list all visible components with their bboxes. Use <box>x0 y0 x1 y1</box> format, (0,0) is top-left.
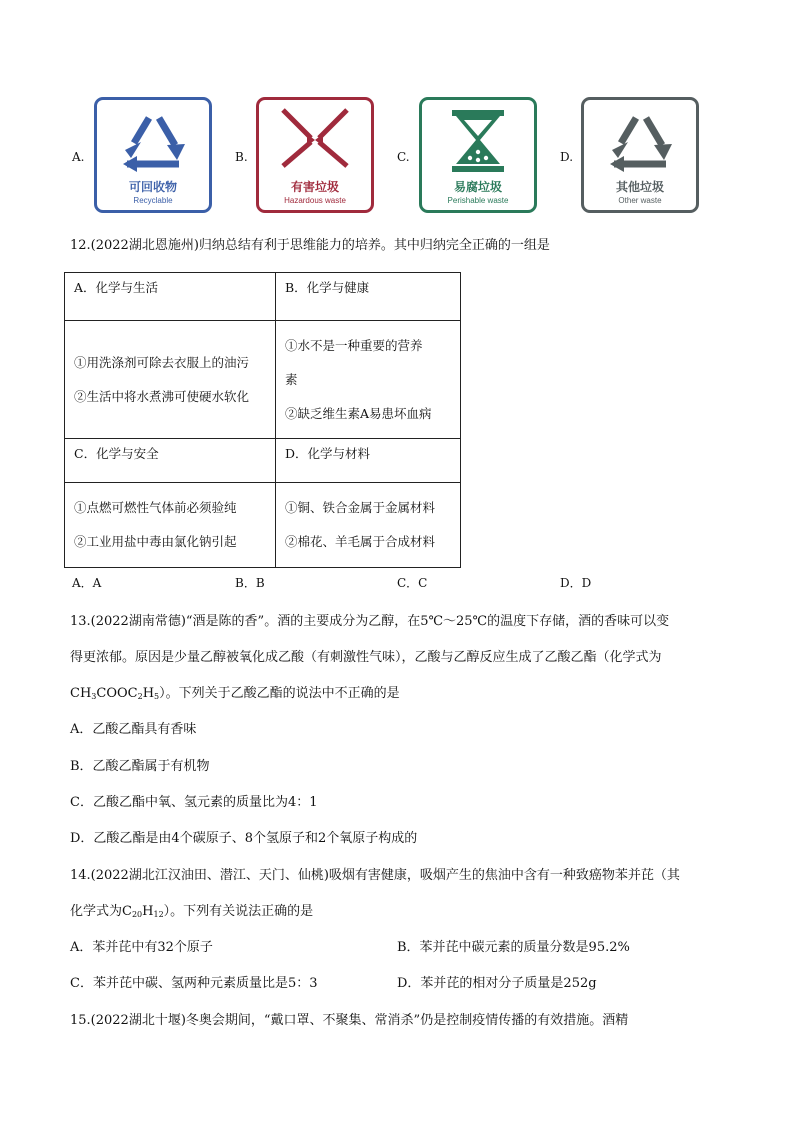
q14-line-1: 14.(2022湖北江汉油田、潜江、天门、仙桃)吸烟有害健康，吸烟产生的焦油中含有一种致癌物苯并芘（其 <box>70 868 680 883</box>
table-line: ②工业用盐中毒由氯化钠引起 <box>74 534 237 549</box>
table-cell-a-body <box>65 321 276 439</box>
q14-line-2 <box>70 900 313 919</box>
perishable-sign <box>419 97 537 213</box>
formula-part: H <box>142 904 154 919</box>
option-c-letter: C. <box>397 150 410 164</box>
formula-subscript: 12 <box>153 910 164 919</box>
table-cell-b-head: B．化学与健康 <box>276 273 461 321</box>
formula-subscript: 20 <box>131 910 143 919</box>
formula-part: CH <box>70 686 92 701</box>
sign-label-cn: 有害垃圾 <box>290 180 339 194</box>
q12-option-a: A．A <box>72 576 102 590</box>
other-waste-sign <box>581 97 699 213</box>
table-line: ①水不是一种重要的营养 <box>285 337 423 353</box>
q12-table <box>64 272 461 568</box>
sign-label-en: Other waste <box>618 196 662 205</box>
q12-option-d: D．D <box>560 576 592 590</box>
q13-option-a: A．乙酸乙酯具有香味 <box>70 722 197 737</box>
sign-label-cn: 可回收物 <box>128 180 177 194</box>
option-a-letter: A. <box>72 150 85 164</box>
sign-label-en: Recyclable <box>133 196 173 205</box>
option-d-letter: D. <box>560 150 574 164</box>
q13-line-3-tail: ）。下列关于乙酸乙酯的说法中不正确的是 <box>159 686 400 701</box>
table-line: ②棉花、羊毛属于合成材料 <box>285 534 436 549</box>
sign-label-cn: 易腐垃圾 <box>453 180 502 194</box>
table-line: ②缺乏维生素A易患坏血病 <box>285 405 432 421</box>
q12-option-c: C．C <box>397 576 428 590</box>
recyclable-sign <box>94 97 212 213</box>
table-line: ①铜、铁合金属于金属材料 <box>285 500 436 515</box>
table-cell-d-head: D．化学与材料 <box>276 439 461 483</box>
formula-subscript: 3 <box>91 692 97 701</box>
hazardous-sign <box>256 97 374 213</box>
q12-option-b: B．B <box>235 576 265 590</box>
table-cell-a-head: A．化学与生活 <box>65 273 276 321</box>
formula-subscript: 5 <box>154 692 160 701</box>
q13-option-b: B．乙酸乙酯属于有机物 <box>70 759 210 774</box>
q14-option-a: A．苯并芘中有32个原子 <box>70 940 213 955</box>
q14-line-2-tail: ）。下列有关说法正确的是 <box>163 904 314 919</box>
q14-option-d: D．苯并芘的相对分子质量是252g <box>397 976 597 991</box>
table-cell-c-head: C．化学与安全 <box>65 439 276 483</box>
table-line: ②生活中将水煮沸可使硬水软化 <box>74 388 250 404</box>
table-cell-d-body <box>276 483 461 568</box>
table-line: ①点燃可燃性气体前必须验纯 <box>74 500 237 515</box>
q12-stem: 12.(2022湖北恩施州)归纳总结有利于思维能力的培养。其中归纳完全正确的一组是 <box>70 238 550 253</box>
table-cell-b-body <box>276 321 461 439</box>
formula-part: COOC <box>96 686 138 701</box>
formula-part: H <box>142 686 155 701</box>
q15-line-1: 15.(2022湖北十堰)冬奥会期间，“戴口罩、不聚集、常消杀”仍是控制疫情传播的有效措施。酒精 <box>70 1013 629 1028</box>
q13-line-2: 得更浓郁。原因是少量乙醇被氧化成乙酸（有刺激性气味），乙酸与乙醇反应生成了乙酸乙酯（化学式为 <box>70 650 662 665</box>
q13-line-3 <box>70 682 400 701</box>
table-line: ①用洗涤剂可除去衣服上的油污 <box>74 354 250 370</box>
q13-option-d: D．乙酸乙酯是由4个碳原子、8个氢原子和2个氧原子构成的 <box>70 831 418 846</box>
table-cell-c-body <box>65 483 276 568</box>
q14-option-c: C．苯并芘中碳、氢两种元素质量比是5：3 <box>70 976 318 991</box>
option-b-letter: B. <box>235 150 248 164</box>
table-line: 素 <box>285 371 298 387</box>
q14-option-b: B．苯并芘中碳元素的质量分数是95.2% <box>397 940 630 955</box>
q13-line-1: 13.(2022湖南常德)“酒是陈的香”。酒的主要成分为乙醇，在5℃～25℃的温度下存储，酒的香味可以变 <box>70 614 670 629</box>
formula-subscript: 2 <box>137 692 143 701</box>
sign-label-en: Hazardous waste <box>284 196 346 205</box>
q13-option-c: C．乙酸乙酯中氧、氢元素的质量比为4：1 <box>70 795 318 810</box>
formula-part: 化学式为C <box>70 904 132 919</box>
sign-label-en: Perishable waste <box>447 196 509 205</box>
sign-label-cn: 其他垃圾 <box>615 180 664 194</box>
